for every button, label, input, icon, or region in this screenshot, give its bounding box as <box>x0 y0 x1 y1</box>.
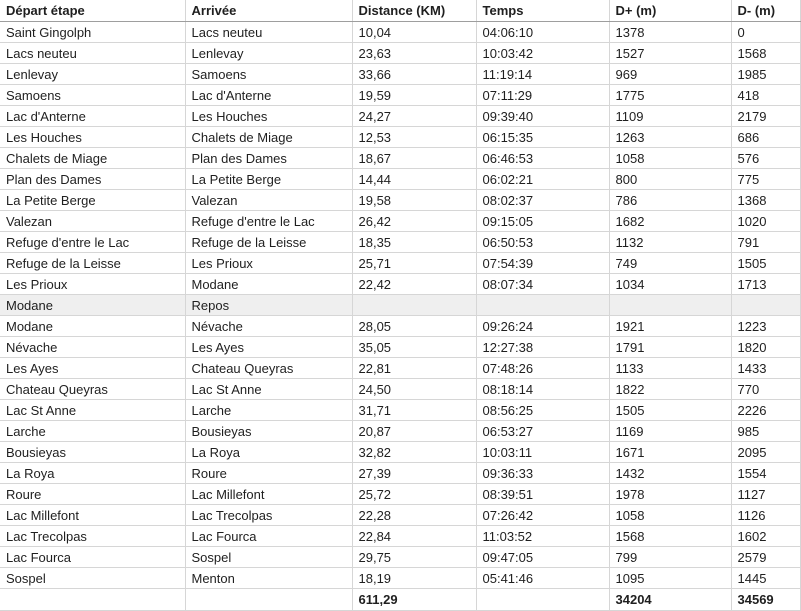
cell-d-plus[interactable]: 1978 <box>609 484 731 505</box>
cell-depart[interactable]: Névache <box>0 337 185 358</box>
cell-depart[interactable]: Saint Gingolph <box>0 22 185 43</box>
table-row <box>0 400 800 421</box>
cell-temps[interactable]: 06:53:27 <box>476 421 609 442</box>
header-cell-d-minus[interactable]: D- (m) <box>731 0 800 22</box>
cell-temps[interactable]: 06:15:35 <box>476 127 609 148</box>
cell-arrivee[interactable]: Refuge de la Leisse <box>185 232 352 253</box>
cell-temps[interactable]: 08:18:14 <box>476 379 609 400</box>
cell-distance[interactable]: 28,05 <box>352 316 476 337</box>
cell-d-plus[interactable]: 1682 <box>609 211 731 232</box>
cell-d-minus[interactable]: 770 <box>731 379 800 400</box>
cell-d-plus[interactable]: 1568 <box>609 526 731 547</box>
cell-d-minus[interactable]: 791 <box>731 232 800 253</box>
cell-depart[interactable]: La Roya <box>0 463 185 484</box>
cell-distance[interactable]: 23,63 <box>352 43 476 64</box>
table-row <box>0 358 800 379</box>
cell-d-plus[interactable]: 1058 <box>609 505 731 526</box>
cell-d-plus[interactable]: 1263 <box>609 127 731 148</box>
table-row <box>0 484 800 505</box>
cell-temps[interactable]: 08:56:25 <box>476 400 609 421</box>
cell-arrivee[interactable]: Névache <box>185 316 352 337</box>
cell-d-minus[interactable]: 1126 <box>731 505 800 526</box>
cell-d-minus[interactable]: 775 <box>731 169 800 190</box>
cell-d-plus[interactable]: 1432 <box>609 463 731 484</box>
table-row <box>0 379 800 400</box>
table-row <box>0 253 800 274</box>
cell-arrivee[interactable]: Bousieyas <box>185 421 352 442</box>
total-cell-d-plus[interactable]: 34204 <box>609 589 731 611</box>
header-cell-arrivee[interactable]: Arrivée <box>185 0 352 22</box>
cell-arrivee[interactable]: Valezan <box>185 190 352 211</box>
cell-temps[interactable]: 08:39:51 <box>476 484 609 505</box>
cell-d-minus[interactable]: 1713 <box>731 274 800 295</box>
cell-depart[interactable]: La Petite Berge <box>0 190 185 211</box>
cell-d-plus[interactable]: 1378 <box>609 22 731 43</box>
cell-arrivee[interactable]: Sospel <box>185 547 352 568</box>
cell-depart[interactable]: Larche <box>0 421 185 442</box>
header-cell-depart[interactable]: Départ étape <box>0 0 185 22</box>
cell-arrivee[interactable]: Les Houches <box>185 106 352 127</box>
cell-d-plus[interactable]: 800 <box>609 169 731 190</box>
cell-temps[interactable]: 07:48:26 <box>476 358 609 379</box>
cell-d-plus[interactable]: 1527 <box>609 43 731 64</box>
cell-d-minus[interactable]: 1368 <box>731 190 800 211</box>
table-row <box>0 463 800 484</box>
cell-temps[interactable]: 11:19:14 <box>476 64 609 85</box>
cell-d-minus[interactable]: 1127 <box>731 484 800 505</box>
cell-temps[interactable]: 08:07:34 <box>476 274 609 295</box>
cell-d-plus[interactable]: 799 <box>609 547 731 568</box>
cell-d-minus[interactable]: 0 <box>731 22 800 43</box>
cell-temps[interactable]: 09:15:05 <box>476 211 609 232</box>
cell-arrivee[interactable]: Lac Fourca <box>185 526 352 547</box>
header-cell-distance[interactable]: Distance (KM) <box>352 0 476 22</box>
cell-arrivee[interactable]: Les Ayes <box>185 337 352 358</box>
cell-d-minus[interactable]: 985 <box>731 421 800 442</box>
table-row <box>0 232 800 253</box>
cell-distance[interactable]: 22,42 <box>352 274 476 295</box>
cell-arrivee[interactable]: Plan des Dames <box>185 148 352 169</box>
cell-d-plus[interactable]: 1133 <box>609 358 731 379</box>
cell-d-minus[interactable]: 1820 <box>731 337 800 358</box>
cell-temps[interactable]: 12:27:38 <box>476 337 609 358</box>
cell-depart[interactable]: Plan des Dames <box>0 169 185 190</box>
cell-depart[interactable]: Samoens <box>0 85 185 106</box>
cell-temps[interactable]: 09:39:40 <box>476 106 609 127</box>
table-row <box>0 274 800 295</box>
cell-temps[interactable]: 09:36:33 <box>476 463 609 484</box>
cell-arrivee[interactable]: Lac Trecolpas <box>185 505 352 526</box>
cell-arrivee[interactable]: Lac Millefont <box>185 484 352 505</box>
cell-temps[interactable] <box>476 295 609 316</box>
cell-d-minus[interactable] <box>731 295 800 316</box>
cell-temps[interactable]: 06:50:53 <box>476 232 609 253</box>
table-row <box>0 190 800 211</box>
header-cell-temps[interactable]: Temps <box>476 0 609 22</box>
header-row <box>0 0 800 22</box>
cell-arrivee[interactable]: La Petite Berge <box>185 169 352 190</box>
cell-depart[interactable]: Les Ayes <box>0 358 185 379</box>
cell-arrivee[interactable]: Modane <box>185 274 352 295</box>
table-row <box>0 106 800 127</box>
table-row <box>0 568 800 589</box>
cell-distance[interactable]: 18,19 <box>352 568 476 589</box>
cell-arrivee[interactable]: Chateau Queyras <box>185 358 352 379</box>
total-cell-temps[interactable] <box>476 589 609 611</box>
cell-distance[interactable]: 22,28 <box>352 505 476 526</box>
cell-arrivee[interactable]: Les Prioux <box>185 253 352 274</box>
total-cell-depart[interactable] <box>0 589 185 611</box>
table-row <box>0 85 800 106</box>
cell-temps[interactable]: 10:03:42 <box>476 43 609 64</box>
cell-depart[interactable]: Sospel <box>0 568 185 589</box>
table-row <box>0 127 800 148</box>
cell-temps[interactable]: 07:11:29 <box>476 85 609 106</box>
cell-d-plus[interactable]: 1169 <box>609 421 731 442</box>
cell-d-plus[interactable]: 1132 <box>609 232 731 253</box>
table-body <box>0 22 800 611</box>
cell-distance[interactable]: 26,42 <box>352 211 476 232</box>
cell-temps[interactable]: 10:03:11 <box>476 442 609 463</box>
table-row <box>0 505 800 526</box>
cell-temps[interactable]: 09:47:05 <box>476 547 609 568</box>
table-row <box>0 421 800 442</box>
cell-d-minus[interactable]: 576 <box>731 148 800 169</box>
cell-d-plus[interactable]: 786 <box>609 190 731 211</box>
cell-d-minus[interactable]: 1554 <box>731 463 800 484</box>
cell-d-minus[interactable]: 1433 <box>731 358 800 379</box>
cell-distance[interactable]: 22,81 <box>352 358 476 379</box>
cell-distance[interactable]: 18,67 <box>352 148 476 169</box>
cell-depart[interactable]: Les Prioux <box>0 274 185 295</box>
cell-distance[interactable]: 25,71 <box>352 253 476 274</box>
cell-depart[interactable]: Chateau Queyras <box>0 379 185 400</box>
cell-d-minus[interactable]: 2579 <box>731 547 800 568</box>
cell-arrivee[interactable]: Lenlevay <box>185 43 352 64</box>
cell-arrivee[interactable]: Lac St Anne <box>185 379 352 400</box>
cell-distance[interactable]: 25,72 <box>352 484 476 505</box>
cell-arrivee[interactable]: Repos <box>185 295 352 316</box>
table-row <box>0 169 800 190</box>
table-row <box>0 64 800 85</box>
cell-d-plus[interactable]: 1822 <box>609 379 731 400</box>
cell-depart[interactable]: Lac St Anne <box>0 400 185 421</box>
cell-depart[interactable]: Lac Trecolpas <box>0 526 185 547</box>
cell-distance[interactable]: 19,59 <box>352 85 476 106</box>
table-row <box>0 442 800 463</box>
cell-arrivee[interactable]: Refuge d'entre le Lac <box>185 211 352 232</box>
cell-d-plus[interactable]: 1505 <box>609 400 731 421</box>
cell-distance[interactable]: 24,50 <box>352 379 476 400</box>
cell-distance[interactable]: 18,35 <box>352 232 476 253</box>
cell-d-plus[interactable]: 1791 <box>609 337 731 358</box>
cell-d-minus[interactable]: 1505 <box>731 253 800 274</box>
cell-arrivee[interactable]: Menton <box>185 568 352 589</box>
cell-depart[interactable]: Roure <box>0 484 185 505</box>
cell-d-plus[interactable]: 749 <box>609 253 731 274</box>
cell-temps[interactable]: 09:26:24 <box>476 316 609 337</box>
cell-temps[interactable]: 07:54:39 <box>476 253 609 274</box>
cell-d-minus[interactable]: 2095 <box>731 442 800 463</box>
cell-d-minus[interactable]: 418 <box>731 85 800 106</box>
cell-distance[interactable]: 27,39 <box>352 463 476 484</box>
cell-arrivee[interactable]: La Roya <box>185 442 352 463</box>
table-row <box>0 295 800 316</box>
cell-d-minus[interactable]: 1223 <box>731 316 800 337</box>
cell-distance[interactable]: 10,04 <box>352 22 476 43</box>
cell-d-minus[interactable]: 1020 <box>731 211 800 232</box>
cell-depart[interactable]: Chalets de Miage <box>0 148 185 169</box>
cell-distance[interactable]: 35,05 <box>352 337 476 358</box>
cell-depart[interactable]: Lenlevay <box>0 64 185 85</box>
cell-d-plus[interactable]: 969 <box>609 64 731 85</box>
cell-depart[interactable]: Modane <box>0 316 185 337</box>
cell-temps[interactable]: 06:02:21 <box>476 169 609 190</box>
cell-d-plus[interactable]: 1671 <box>609 442 731 463</box>
cell-distance[interactable]: 29,75 <box>352 547 476 568</box>
cell-distance[interactable]: 32,82 <box>352 442 476 463</box>
cell-distance[interactable]: 24,27 <box>352 106 476 127</box>
cell-temps[interactable]: 06:46:53 <box>476 148 609 169</box>
total-cell-d-minus[interactable]: 34569 <box>731 589 800 611</box>
cell-distance[interactable]: 19,58 <box>352 190 476 211</box>
cell-d-minus[interactable]: 686 <box>731 127 800 148</box>
cell-temps[interactable]: 11:03:52 <box>476 526 609 547</box>
cell-d-minus[interactable]: 1445 <box>731 568 800 589</box>
cell-d-minus[interactable]: 1985 <box>731 64 800 85</box>
cell-arrivee[interactable]: Samoens <box>185 64 352 85</box>
cell-depart[interactable]: Lacs neuteu <box>0 43 185 64</box>
cell-d-plus[interactable] <box>609 295 731 316</box>
totals-row <box>0 589 800 611</box>
total-cell-distance[interactable]: 611,29 <box>352 589 476 611</box>
cell-depart[interactable]: Lac d'Anterne <box>0 106 185 127</box>
table-row <box>0 337 800 358</box>
cell-d-minus[interactable]: 2226 <box>731 400 800 421</box>
cell-d-plus[interactable]: 1058 <box>609 148 731 169</box>
cell-arrivee[interactable]: Roure <box>185 463 352 484</box>
cell-depart[interactable]: Lac Fourca <box>0 547 185 568</box>
cell-d-minus[interactable]: 1568 <box>731 43 800 64</box>
cell-depart[interactable]: Lac Millefont <box>0 505 185 526</box>
table-row <box>0 316 800 337</box>
table-row <box>0 211 800 232</box>
cell-depart[interactable]: Valezan <box>0 211 185 232</box>
cell-temps[interactable]: 04:06:10 <box>476 22 609 43</box>
cell-distance[interactable]: 22,84 <box>352 526 476 547</box>
cell-depart[interactable]: Refuge de la Leisse <box>0 253 185 274</box>
cell-distance[interactable]: 14,44 <box>352 169 476 190</box>
table-row <box>0 547 800 568</box>
header-cell-d-plus[interactable]: D+ (m) <box>609 0 731 22</box>
cell-d-plus[interactable]: 1034 <box>609 274 731 295</box>
table-row <box>0 526 800 547</box>
cell-temps[interactable]: 07:26:42 <box>476 505 609 526</box>
cell-depart[interactable]: Refuge d'entre le Lac <box>0 232 185 253</box>
cell-distance[interactable]: 12,53 <box>352 127 476 148</box>
cell-temps[interactable]: 05:41:46 <box>476 568 609 589</box>
cell-d-minus[interactable]: 1602 <box>731 526 800 547</box>
cell-distance[interactable]: 31,71 <box>352 400 476 421</box>
total-cell-arrivee[interactable] <box>185 589 352 611</box>
cell-distance[interactable]: 20,87 <box>352 421 476 442</box>
cell-distance[interactable]: 33,66 <box>352 64 476 85</box>
table-row <box>0 148 800 169</box>
cell-depart[interactable]: Modane <box>0 295 185 316</box>
cell-d-plus[interactable]: 1109 <box>609 106 731 127</box>
table-row <box>0 22 800 43</box>
cell-distance[interactable] <box>352 295 476 316</box>
cell-arrivee[interactable]: Larche <box>185 400 352 421</box>
cell-depart[interactable]: Bousieyas <box>0 442 185 463</box>
cell-arrivee[interactable]: Lacs neuteu <box>185 22 352 43</box>
cell-d-minus[interactable]: 2179 <box>731 106 800 127</box>
cell-d-plus[interactable]: 1921 <box>609 316 731 337</box>
cell-temps[interactable]: 08:02:37 <box>476 190 609 211</box>
cell-arrivee[interactable]: Chalets de Miage <box>185 127 352 148</box>
cell-d-plus[interactable]: 1775 <box>609 85 731 106</box>
table-row <box>0 43 800 64</box>
cell-depart[interactable]: Les Houches <box>0 127 185 148</box>
cell-d-plus[interactable]: 1095 <box>609 568 731 589</box>
cell-arrivee[interactable]: Lac d'Anterne <box>185 85 352 106</box>
